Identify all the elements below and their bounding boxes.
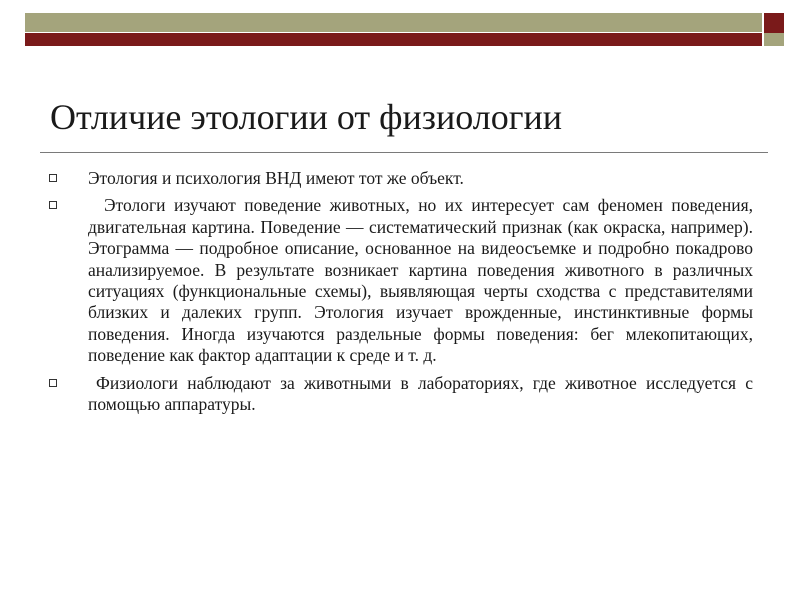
header-bar-maroon <box>25 33 762 46</box>
bullet-item <box>48 195 753 366</box>
header-square-maroon <box>764 13 784 33</box>
slide-title: Отличие этологии от физиологии <box>50 97 563 137</box>
hollow-square-icon <box>49 201 57 209</box>
bullet-text: Этология и психология ВНД имеют тот же объект. <box>88 168 464 188</box>
bullet-list <box>48 168 753 421</box>
hollow-square-icon <box>49 379 57 387</box>
bullet-item <box>48 373 753 416</box>
header-bar-olive <box>25 13 762 32</box>
header-square-olive <box>764 33 784 46</box>
bullet-text: Физиологи наблюдают за животными в лабораториях, где животное исследуется с помощью аппаратуры. <box>88 372 753 415</box>
title-divider <box>40 152 768 153</box>
hollow-square-icon <box>49 174 57 182</box>
bullet-item <box>48 168 753 189</box>
bullet-text: Этологи изучают поведение животных, но их интересует сам феномен поведения, двигательная картина. Поведение — систематический признак (как окраска, например). Этограмма — подробное описание, основанное на видеосъемке и подробно покадрово анализируемое. В результате возникает картина поведения животного в различных ситуациях (функциональные схемы), выявляющая черты сходства с представителями близких и далеких групп. Этология изучает врожденные, инстинктивные формы поведения. Иногда изучаются раздельные формы поведения: бег млекопитающих, поведение как фактор адаптации к среде и т. д. <box>88 195 753 366</box>
